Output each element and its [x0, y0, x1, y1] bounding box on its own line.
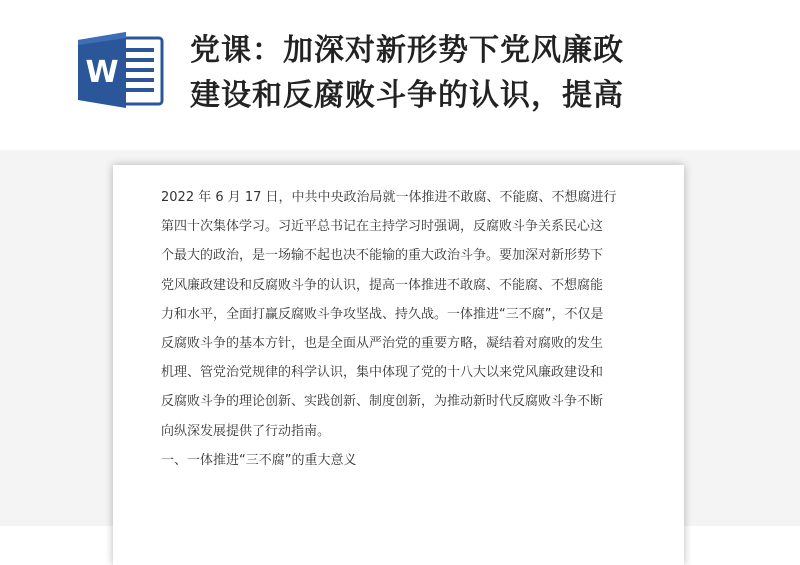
document-line: 2022 年 6 月 17 日，中共中央政治局就一体推进不敢腐、不能腐、不想腐进行: [161, 190, 617, 205]
word-icon: [76, 30, 166, 110]
word-icon-letter: W: [85, 55, 119, 90]
document-line: 反腐败斗争的理论创新、实践创新、制度创新，为推动新时代反腐败斗争不断: [161, 394, 604, 410]
document-line: 第四十次集体学习。习近平总书记在主持学习时强调，反腐败斗争关系民心这: [161, 219, 604, 235]
header: [0, 0, 800, 150]
document-body: [161, 183, 641, 475]
document-line: 机理、管党治党规律的科学认识，集中体现了党的十八大以来党风廉政建设和: [161, 365, 604, 381]
section-heading: 一、一体推进“三不腐”的重大意义: [161, 452, 357, 468]
document-page: [113, 165, 684, 565]
page-title-line: 建设和反腐败斗争的认识，提高: [190, 78, 624, 113]
document-line: 力和水平，全面打赢反腐败斗争攻坚战、持久战。一体推进“三不腐”，不仅是: [161, 306, 604, 322]
document-line: 反腐败斗争的基本方针，也是全面从严治党的重要方略，凝结着对腐败的发生: [161, 336, 604, 352]
document-line: 党风廉政建设和反腐败斗争的认识，提高一体推进不敢腐、不能腐、不想腐能: [161, 277, 604, 293]
document-line: 个最大的政治，是一场输不起也决不能输的重大政治斗争。要加深对新形势下: [161, 248, 604, 264]
page-title: [190, 28, 790, 118]
page-title-line: 党课：加深对新形势下党风廉政: [190, 33, 624, 68]
document-line: 向纵深发展提供了行动指南。: [161, 423, 331, 439]
